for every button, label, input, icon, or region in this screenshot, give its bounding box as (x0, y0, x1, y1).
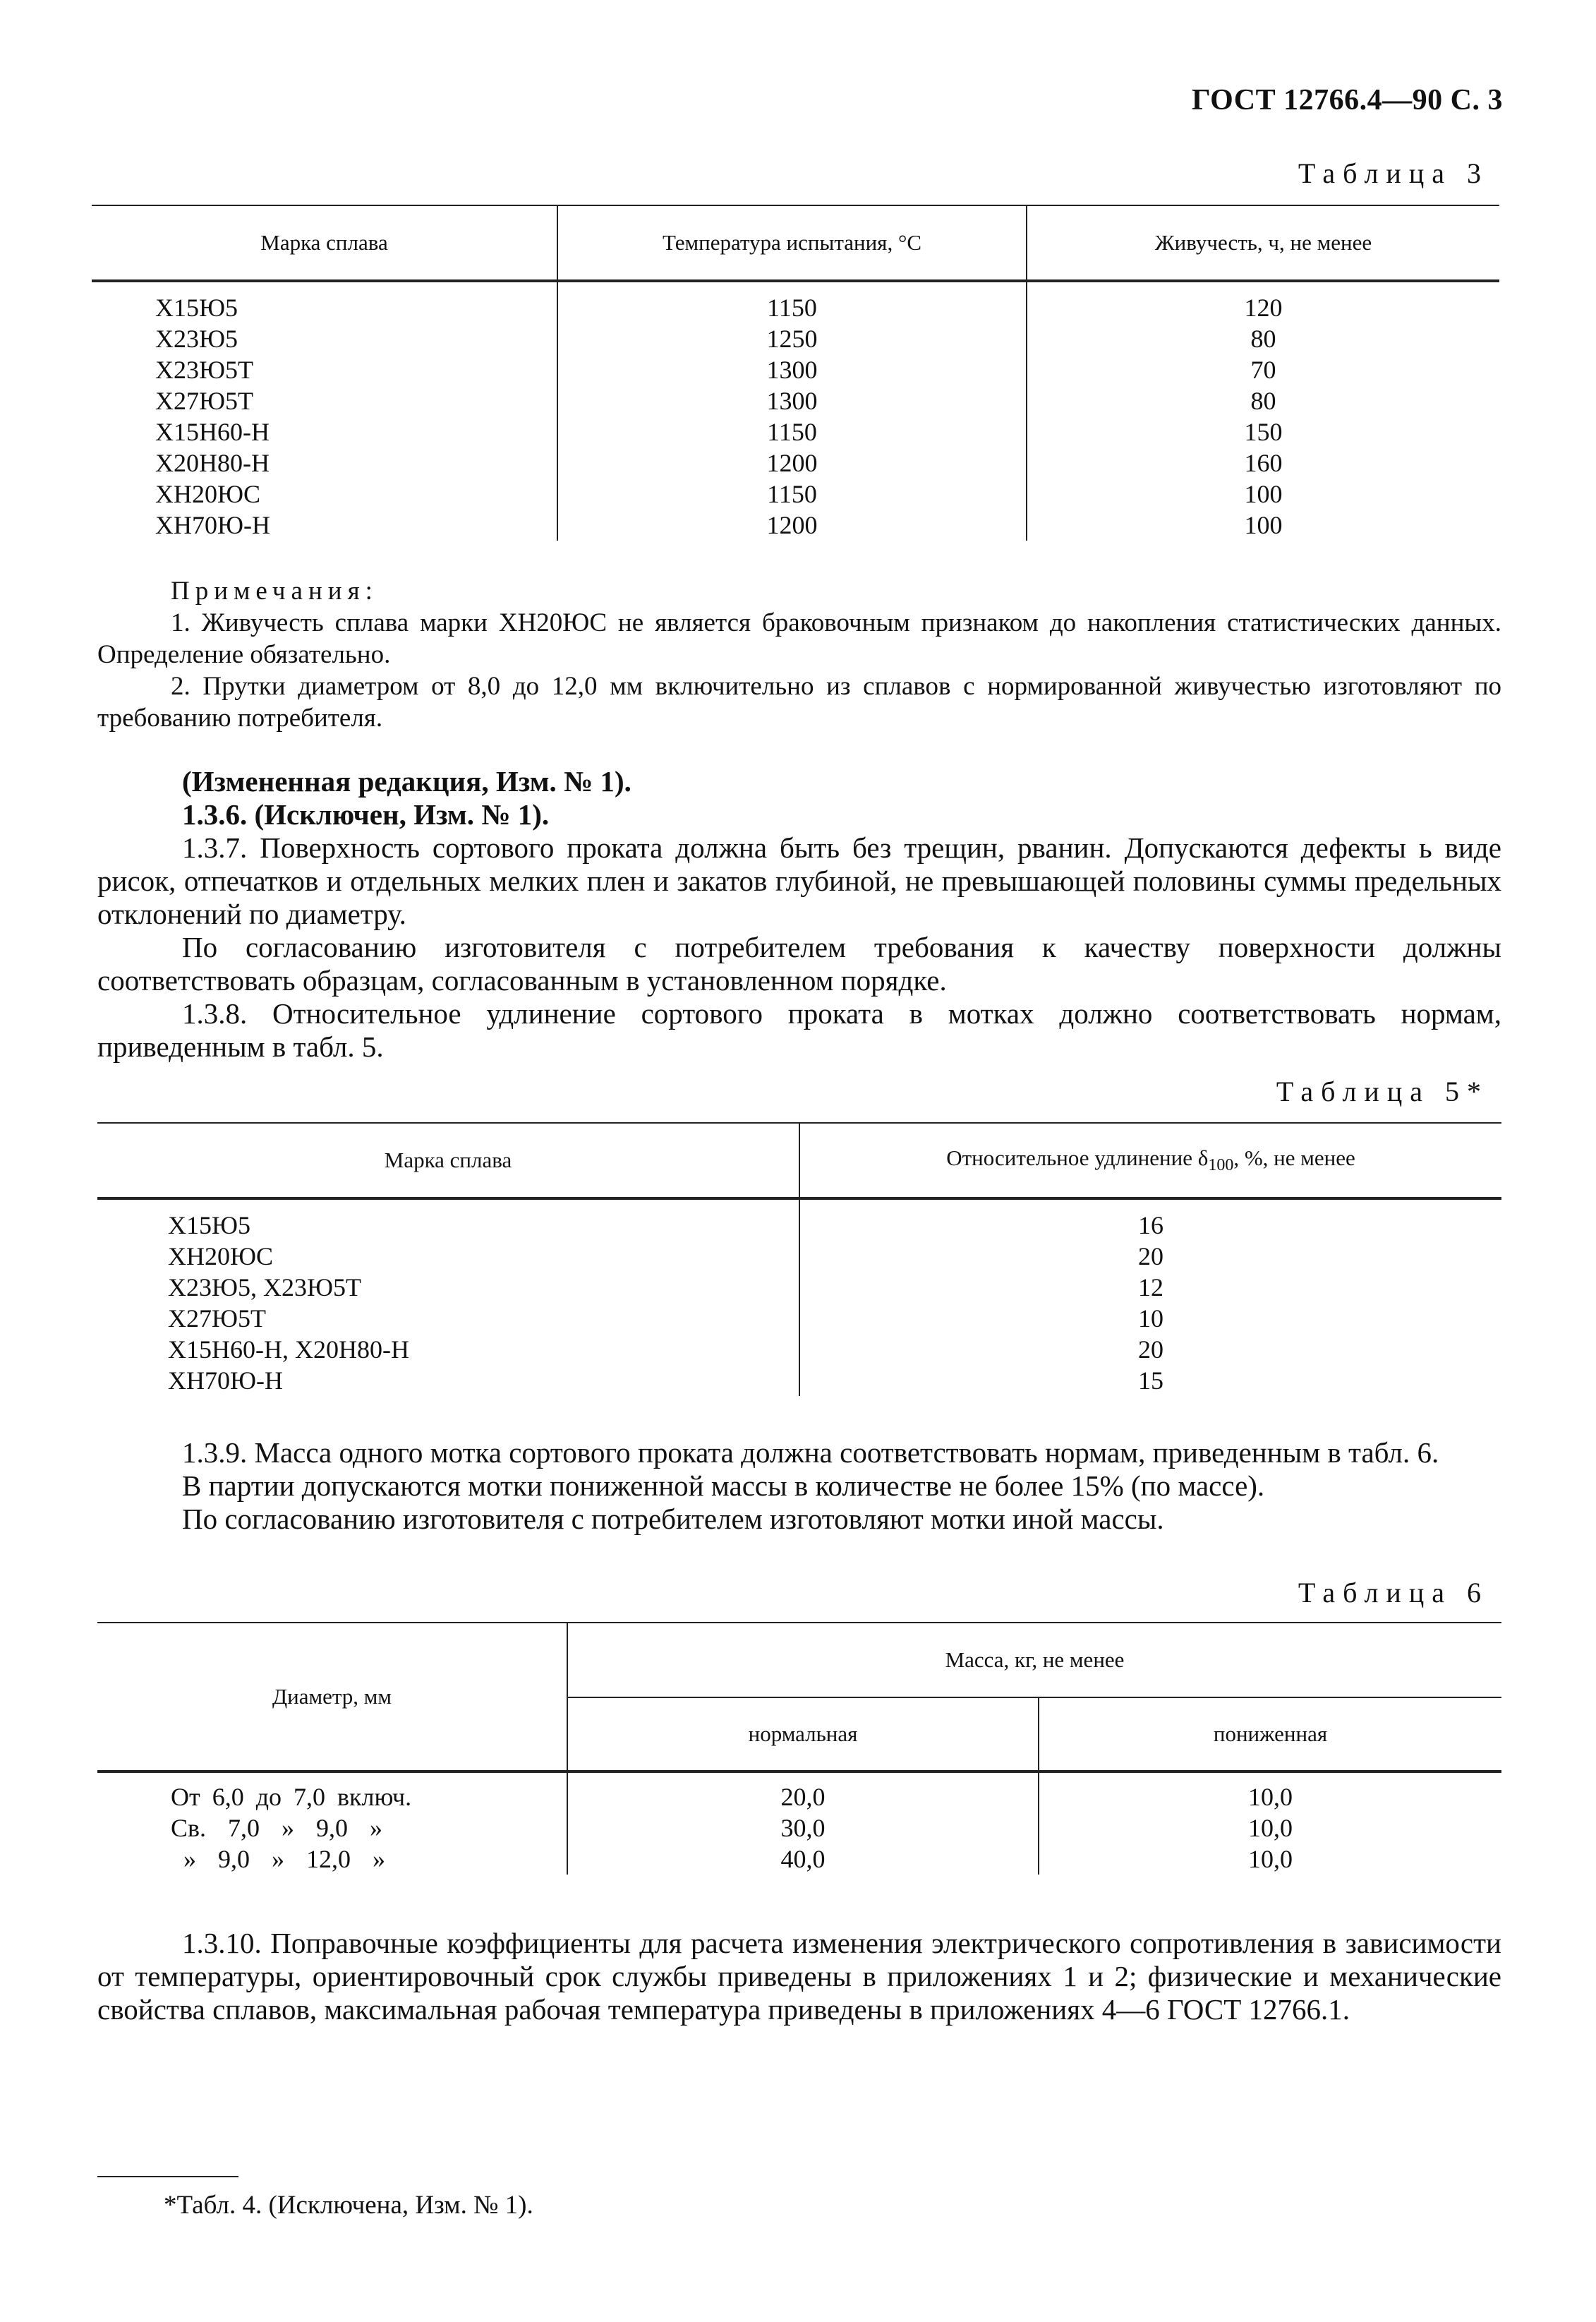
footnote-divider (97, 2176, 238, 2177)
diameter-cell: От 6,0 до 7,0 включ. (97, 1771, 567, 1812)
normal-mass-cell: 30,0 (567, 1812, 1039, 1843)
alloy-cell: Х27Ю5Т (92, 385, 557, 416)
durability-cell: 120 (1244, 294, 1283, 322)
table-row (92, 323, 1499, 354)
alloy-cell: ХН70Ю-Н (97, 1365, 799, 1396)
alloy-cell: Х15Ю5 (97, 1198, 799, 1241)
table-header-cell: Температура испытания, °С (557, 205, 1027, 281)
durability-cell: 150 (1244, 418, 1283, 446)
table-row (97, 1812, 1501, 1843)
diameter-cell: Св. 7,0 » 9,0 » (97, 1812, 567, 1843)
table-header-cell: Относительное удлинение $\delta_{100}$, %, не менее (799, 1123, 1501, 1198)
table-row (97, 1198, 1501, 1241)
clause-1-3-9: 1.3.9. Масса одного мотка сортового проката должна соответствовать нормам, приведенным в табл. 6. (182, 1436, 1439, 1469)
temperature-cell: 1150 (557, 479, 1027, 510)
table-row (92, 479, 1499, 510)
alloy-cell: Х23Ю5, Х23Ю5Т (97, 1272, 799, 1303)
clause-1-3-9-c: По согласованию изготовителя с потребителем изготовляют мотки иной массы. (182, 1503, 1164, 1535)
amendment-note: (Измененная редакция, Изм. № 1). (182, 765, 631, 798)
table-row (97, 1272, 1501, 1303)
table-row (92, 354, 1499, 385)
durability-cell: 80 (1250, 325, 1276, 353)
table-row (97, 1843, 1501, 1875)
normal-mass-cell: 40,0 (567, 1843, 1039, 1875)
table-row (92, 281, 1499, 323)
table-header-cell: нормальная (567, 1697, 1039, 1771)
alloy-cell: Х15Н60-Н, Х20Н80-Н (97, 1334, 799, 1365)
table-header-row (97, 1623, 1501, 1697)
table-row (97, 1241, 1501, 1272)
reduced-mass-cell: 10,0 (1248, 1783, 1293, 1811)
elongation-cell: 20 (1138, 1242, 1163, 1270)
alloy-cell: Х27Ю5Т (97, 1303, 799, 1334)
temperature-cell: 1200 (557, 510, 1027, 541)
page-header: ГОСТ 12766.4—90 С. 3 (1191, 84, 1503, 116)
temperature-cell: 1200 (557, 447, 1027, 479)
clause-1-3-8: 1.3.8. Относительное удлинение сортового проката в мотках должно соответствовать нормам, приведенным в табл. 5. (97, 997, 1501, 1063)
alloy-cell: Х15Н60-Н (92, 416, 557, 447)
temperature-cell: 1150 (557, 416, 1027, 447)
table-row (92, 416, 1499, 447)
alloy-cell: Х23Ю5 (92, 323, 557, 354)
temperature-cell: 1300 (557, 354, 1027, 385)
elongation-cell: 16 (1138, 1211, 1163, 1239)
elongation-cell: 12 (1138, 1273, 1163, 1301)
notes-heading: Примечания: (171, 577, 378, 606)
reduced-mass-cell: 10,0 (1248, 1814, 1293, 1842)
elongation-cell: 15 (1138, 1366, 1163, 1395)
normal-mass-cell: 20,0 (567, 1771, 1039, 1812)
clause-1-3-7: 1.3.7. Поверхность сортового проката должна быть без трещин, рванин. Допускаются дефекты ь виде рисок, отпечатков и отдельных мелких плен и закатов глубиной, не превышающей половины суммы предельных отклонений по диаметру. (97, 831, 1501, 930)
note-item: 1. Живучесть сплава марки ХН20ЮС не является браковочным признаком до накопления статистических данных. Определение обязательно. (97, 608, 1501, 669)
temperature-cell: 1250 (557, 323, 1027, 354)
durability-cell: 70 (1250, 356, 1276, 384)
table-header-cell: Живучесть, ч, не менее (1027, 205, 1499, 281)
table-row (92, 510, 1499, 541)
table-header-row (92, 205, 1499, 281)
table-row (92, 447, 1499, 479)
table-header-row (97, 1123, 1501, 1198)
diameter-cell: » 9,0 » 12,0 » (97, 1843, 567, 1875)
table-row (92, 385, 1499, 416)
alloy-cell: Х15Ю5 (92, 281, 557, 323)
table-row (97, 1303, 1501, 1334)
body-text-1 (97, 765, 1501, 1064)
temperature-cell: 1300 (557, 385, 1027, 416)
durability-cell: 160 (1244, 449, 1283, 477)
durability-cell: 100 (1244, 511, 1283, 539)
clause-1-3-10: 1.3.10. Поправочные коэффициенты для расчета изменения электрического сопротивления в зависимости от температуры, ориентировочный срок службы приведены в приложениях 1 и 2; физические и механические свойства сплавов, максимальная рабочая температура приведены в приложениях 4—6 ГОСТ 12766.1. (97, 1927, 1501, 2026)
alloy-cell: ХН70Ю-Н (92, 510, 557, 541)
clause-1-3-9-b: В партии допускаются мотки пониженной массы в количестве не более 15% (по массе). (182, 1469, 1265, 1502)
notes-block (97, 575, 1501, 734)
table3-caption: Таблица 3 (1298, 157, 1489, 189)
body-text-2 (97, 1436, 1501, 1536)
clause-1-3-6: 1.3.6. (Исключен, Изм. № 1). (182, 798, 550, 831)
durability-cell: 100 (1244, 480, 1283, 508)
table6-caption: Таблица 6 (1298, 1577, 1489, 1608)
alloy-cell: Х23Ю5Т (92, 354, 557, 385)
table6 (97, 1622, 1501, 1875)
elongation-cell: 10 (1138, 1304, 1163, 1333)
table5 (97, 1122, 1501, 1396)
elongation-cell: 20 (1138, 1335, 1163, 1364)
table-row (97, 1334, 1501, 1365)
temperature-cell: 1150 (557, 281, 1027, 323)
alloy-cell: ХН20ЮС (97, 1241, 799, 1272)
table-header-cell: Марка сплава (97, 1123, 799, 1198)
table-header-cell: пониженная (1039, 1697, 1501, 1771)
alloy-cell: Х20Н80-Н (92, 447, 557, 479)
clause-1-3-7-b: По согласованию изготовителя с потребителем требования к качеству поверхности должны соответствовать образцам, согласованным в установленном порядке. (97, 931, 1501, 997)
table-header-cell: Масса, кг, не менее (567, 1623, 1501, 1697)
alloy-cell: ХН20ЮС (92, 479, 557, 510)
note-item: 2. Прутки диаметром от 8,0 до 12,0 мм включительно из сплавов с нормированной живучестью изготовляют по требованию потребителя. (97, 672, 1501, 733)
table3 (92, 205, 1499, 541)
body-text-3 (97, 1927, 1501, 2026)
reduced-mass-cell: 10,0 (1248, 1845, 1293, 1873)
durability-cell: 80 (1250, 387, 1276, 415)
table5-caption: Таблица 5* (1276, 1076, 1489, 1107)
table-header-cell: Марка сплава (92, 205, 557, 281)
table-header-cell: Диаметр, мм (97, 1623, 567, 1771)
footnote: *Табл. 4. (Исключена, Изм. № 1). (164, 2191, 533, 2220)
table-row (97, 1771, 1501, 1812)
table-row (97, 1365, 1501, 1396)
